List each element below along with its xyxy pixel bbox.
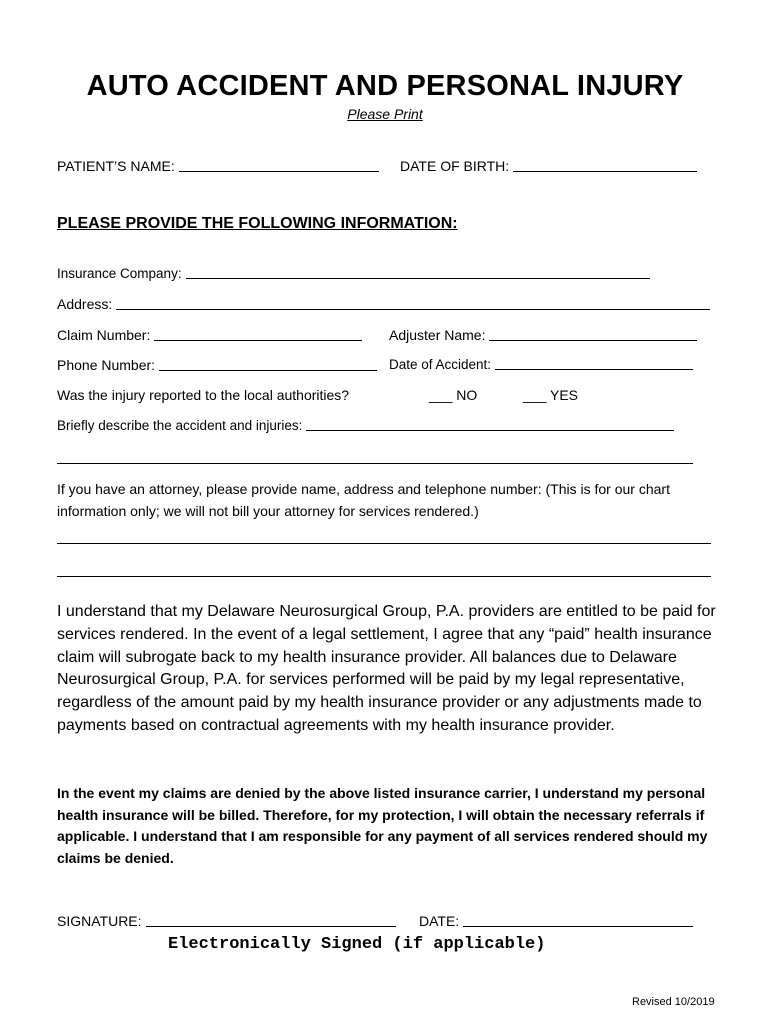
phone-number-field[interactable] — [159, 369, 377, 371]
address-field[interactable] — [116, 308, 710, 310]
phone-row — [57, 357, 377, 373]
claim-number-field[interactable] — [154, 339, 362, 341]
attorney-instructions: If you have an attorney, please provide name, address and telephone number: (This is for our chart information only; we will not bill your attorney for services rendered.) — [57, 481, 670, 519]
phone-number-label: Phone Number: — [57, 357, 156, 373]
agreement-paragraph: I understand that my Delaware Neurosurgical Group, P.A. providers are entitled to be paid for services rendered. In the event of a legal settlement, I agree that any “paid” health insurance claim will subrogate back to my health insurance provider. All balances due to Delaware Neurosurgical Group, P.A. for services performed will be paid by my legal representative, regardless of the amount paid by my health insurance provider or any adjustments made to payments based on contractual agreements with my health insurance provider. — [57, 603, 716, 734]
claim-number-row — [57, 327, 362, 343]
esign-note: Electronically Signed (if applicable) — [168, 935, 546, 954]
insurance-company-field[interactable] — [186, 277, 650, 279]
signature-date-row — [419, 913, 693, 929]
reported-question: Was the injury reported to the local authorities? — [57, 387, 350, 403]
describe-label: Briefly describe the accident and injuries: — [57, 418, 303, 433]
adjuster-name-label: Adjuster Name: — [389, 327, 486, 343]
insurance-company-row — [57, 266, 650, 281]
denial-paragraph: In the event my claims are denied by the above listed insurance carrier, I understand my personal health insurance will be billed. Therefore, for my protection, I will obtain the necessary referrals if applicable. I understand that I am responsible for any payment of all services rendered should my claims be denied. — [57, 785, 708, 866]
reported-yes-option[interactable] — [523, 387, 578, 403]
claim-number-label: Claim Number: — [57, 327, 151, 343]
no-option-label: ___ NO — [429, 387, 478, 403]
insurance-company-label: Insurance Company: — [57, 266, 182, 281]
address-row — [57, 296, 710, 312]
describe-field[interactable] — [306, 429, 674, 431]
yes-option-label: ___ YES — [523, 387, 579, 403]
signature-field[interactable] — [146, 925, 396, 927]
revision-date: Revised 10/2019 — [632, 996, 715, 1008]
patient-name-field[interactable] — [179, 170, 379, 172]
signature-row — [57, 913, 396, 929]
attorney-line-2[interactable] — [57, 576, 711, 577]
adjuster-row — [389, 327, 697, 343]
accident-date-label: Date of Accident: — [389, 357, 492, 372]
dob-row — [400, 158, 697, 174]
signature-date-field[interactable] — [463, 925, 693, 927]
patient-name-label: PATIENT’S NAME: — [57, 158, 175, 174]
describe-row — [57, 418, 674, 433]
accident-date-field[interactable] — [495, 368, 693, 370]
adjuster-name-field[interactable] — [489, 339, 697, 341]
reported-no-option[interactable] — [429, 387, 477, 403]
dob-label: DATE OF BIRTH: — [400, 158, 510, 174]
describe-continuation-line[interactable] — [57, 463, 693, 464]
signature-date-label: DATE: — [419, 913, 460, 929]
address-label: Address: — [57, 296, 113, 312]
patient-row — [57, 158, 379, 174]
section-heading: PLEASE PROVIDE THE FOLLOWING INFORMATION: — [57, 215, 458, 232]
signature-label: SIGNATURE: — [57, 913, 142, 929]
reported-question-row — [57, 387, 349, 403]
attorney-line-1[interactable] — [57, 543, 711, 544]
accident-date-row — [389, 357, 693, 372]
dob-field[interactable] — [513, 170, 697, 172]
form-subtitle: Please Print — [347, 106, 423, 122]
form-title: AUTO ACCIDENT AND PERSONAL INJURY — [86, 70, 684, 102]
